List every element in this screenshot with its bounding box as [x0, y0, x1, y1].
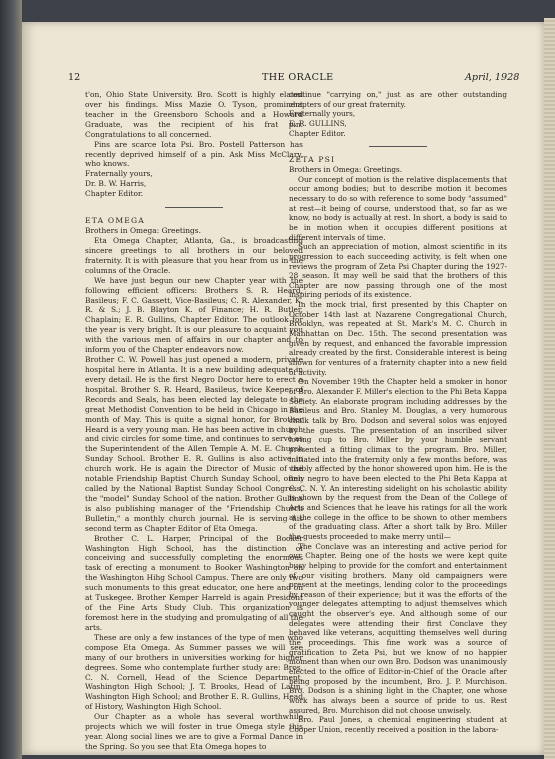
- paragraph: t'on, Ohio State University. Bro. Scott is highly elated over his findings. Miss Mazie O. Tyson, prominent teacher in the Greensboro Schools and a Howard Graduate, was the recipient of his frat pin. Congratulations to all concerned.: [85, 90, 303, 139]
- section-divider: [369, 146, 427, 147]
- paragraph: Such an appreciation of motion, almost scientific in its progression to each succeeding activity, is felt when one reviews the program of Zeta Psi Chapter during the 1927-28 season. It may well be said that the brothers of this Chapter are now passing through one of the most inspiring periods of its existence.: [289, 242, 507, 300]
- paragraph: Our concept of motion is the relative displacements that occur among bodies; but to describe motion it becomes necessary to do so with reference to some body "assumed" at rest—it being of course, understood that, so far as we know, no body is actually at rest. In short, a body is said to be in motion when it occupies different positions at different intervals of time.: [289, 174, 507, 242]
- paragraph: These are only a few instances of the type of men who compose Eta Omega. As Summer passes we will see many of our brothers in universities working for higher degrees. Some who contemplate further study are: Bros. C. N. Cornell, Head of the Science Department, Washington High School; J. T. Brooks, Head of Latin, Washington High School; and Brother E. R. Gullins, Head of History, Washington High School.: [85, 632, 303, 712]
- paragraph: The Conclave was an interesting and active period for our Chapter. Being one of the hosts we were kept quite busy helping to provide for the comfort and entertainment of our visiting brothers. Many old campaigners were present at the meetings, lending color to the proceedings by reason of their experience; but it was the efforts of the younger delegates attempting to adjust themselves which caught the observer's eye. And although some of our delegates were attending their first Conclave they behaved like veterans, acquitting themselves well during the proceedings. This fine work was a source of gratification to Zeta Psi, but we know of no happier moment than when our own Bro. Dodson was unanimously elected to the office of Editor-in-Chief of the Oracle after being proposed by the incumbent, Bro. J. P. Murchison. Bro. Dodson is a shining light in the Chapter, one whose work has always been a source of pride to us. Rest assured, Bro. Murchison did not choose unwisely.: [289, 541, 507, 715]
- section-divider: [165, 207, 223, 208]
- signature-closing: Fraternally yours,: [85, 169, 153, 179]
- paragraph: Pins are scarce Iota Psi. Bro. Postell Patterson has recently deprived himself of a pin. Ask Miss McClary, who knows.: [85, 139, 303, 169]
- book-binding-edge: [0, 0, 22, 759]
- paragraph: Eta Omega Chapter, Atlanta, Ga., is broadcasting sincere greetings to all brothers in our beloved fraternity. It is with pleasure that you hear from us in the columns of the Oracle.: [85, 235, 303, 275]
- signature-name: E. R. GULLINS,: [289, 118, 347, 128]
- section-heading: ETA OMEGA: [85, 216, 145, 226]
- paragraph: continue "carrying on," just as are other outstanding chapters of our great fraternity.: [289, 90, 507, 109]
- paragraph: Our Chapter as a whole has several worthwhile projects which we will foster in true Omega style this year. Along social lines we are to give a Formal Dance in the Spring. So you see that Eta Omega hopes to: [85, 712, 303, 751]
- signature-closing: Fraternally yours,: [289, 109, 356, 119]
- signature-title: Chapter Editor.: [85, 189, 144, 199]
- page-stack-edge: [544, 18, 555, 759]
- signature-name: Dr. B. W. Harris,: [85, 179, 147, 189]
- paragraph: Brother C. W. Powell has just opened a modern, private hospital here in Atlanta. It is a new building adequate in every detail. He is the first Negro Doctor here to erect a hospital. Brother S. R. Heard, Basileus, twice Keeper of Records and Seals, has been elected lay delegate to the great Methodist Convention to be held in Chicago in the month of May. This is quite a signal honor, for Brother Heard is a very young man. He has been active in church and civic circles for some time, and continues to serve as the Superintendent of the Allen Temple A. M. E. Church Sunday School. Brother E. R. Gullins is also active in church work. He is again the Director of Music of the notable Friendship Baptist Church Sunday School, often called by the National Baptist Sunday School Congress, the "model" Sunday School of the nation. Brother Gullins is also publishing manager of the "Friendship Church Bulletin," a monthly church journal. He is serving his second term as Chapter Editor of Eta Omega.: [85, 355, 303, 533]
- paragraph: On November 19th the Chapter held a smoker in honor of Bro. Alexander F. Miller's election to the Phi Beta Kappa Society. An elaborate program including addresses by the Basileus and Bro. Stanley M. Douglas, a very humorous chalk talk by Bro. Dodson and several solos was enjoyed by the guests. The presentation of an inscribed silver loving cup to Bro. Miller by your humble servant presented a fitting climax to the program. Bro. Miller, initiated into the fraternity only a few months before, was visibly affected by the honor showered upon him. He is the only negro to have been elected to the Phi Beta Kappa at C. C. N. Y. An interesting sidelight on his scholastic ability is shown by the request from the Dean of the College of Arts and Sciences that he leave his ratings for all the work at the college in the office to be shown to other members of the graduating class. After a short talk by Bro. Miller the guests proceeded to make merry until—: [289, 377, 507, 541]
- paragraph: Brother C. L. Harper, Principal of the Booker Washington High School, has the distinction of conceiving and successfully completing the enormous task of erecting a monument to Booker Washington on the Washington Hihg School Campus. There are only two such monuments to this great educator, one here and on at Tuskegee. Brother Kemper Harreld is again President of the Fine Arts Study Club. This organization is foremost here in the studying and promulgating of all the arts.: [85, 533, 303, 632]
- page-number: 12: [68, 72, 81, 83]
- paragraph: We have just begun our new Chapter year with the following efficient officers: Brothers S. R. Heard, Basileus; F. C. Gassett, Vice-Basileus; C. R. Alexander, K. R. & S.; J. B. Blayton K. of Finance; H. R. Butler, Chaplain; E. R. Gullins, Chapter Editor. The outlook for the year is very bright. It is our pleasure to acquaint you with the various men of affairs in our chapter and to inform you of the Chapter endeavors now.: [85, 275, 303, 355]
- issue-date: April, 1928: [465, 72, 520, 83]
- left-column: [85, 90, 303, 752]
- section-heading: ZETA PSI: [289, 155, 336, 165]
- paragraph: Bro. Paul Jones, a chemical engineering student at Cooper Union, recently received a position in the labora-: [289, 715, 507, 734]
- running-title: THE ORACLE: [262, 72, 334, 83]
- right-column: [289, 90, 507, 735]
- signature-title: Chapter Editor.: [289, 128, 346, 138]
- paragraph: In the mock trial, first presented by this Chapter on October 14th last at Nazarene Congregational Church, Brooklyn, was repeated at St. Mark's M. C. Church in Manhattan on Dec. 15th. The second presentation was given by request, and enhanced the favorable impression already created by the first. Considerable interest is being shown for ventures of a fraternity chapter into a new field of activity.: [289, 300, 507, 377]
- greeting: Brothers in Omega: Greetings.: [85, 226, 201, 236]
- greeting: Brothers in Omega: Greetings.: [289, 164, 403, 174]
